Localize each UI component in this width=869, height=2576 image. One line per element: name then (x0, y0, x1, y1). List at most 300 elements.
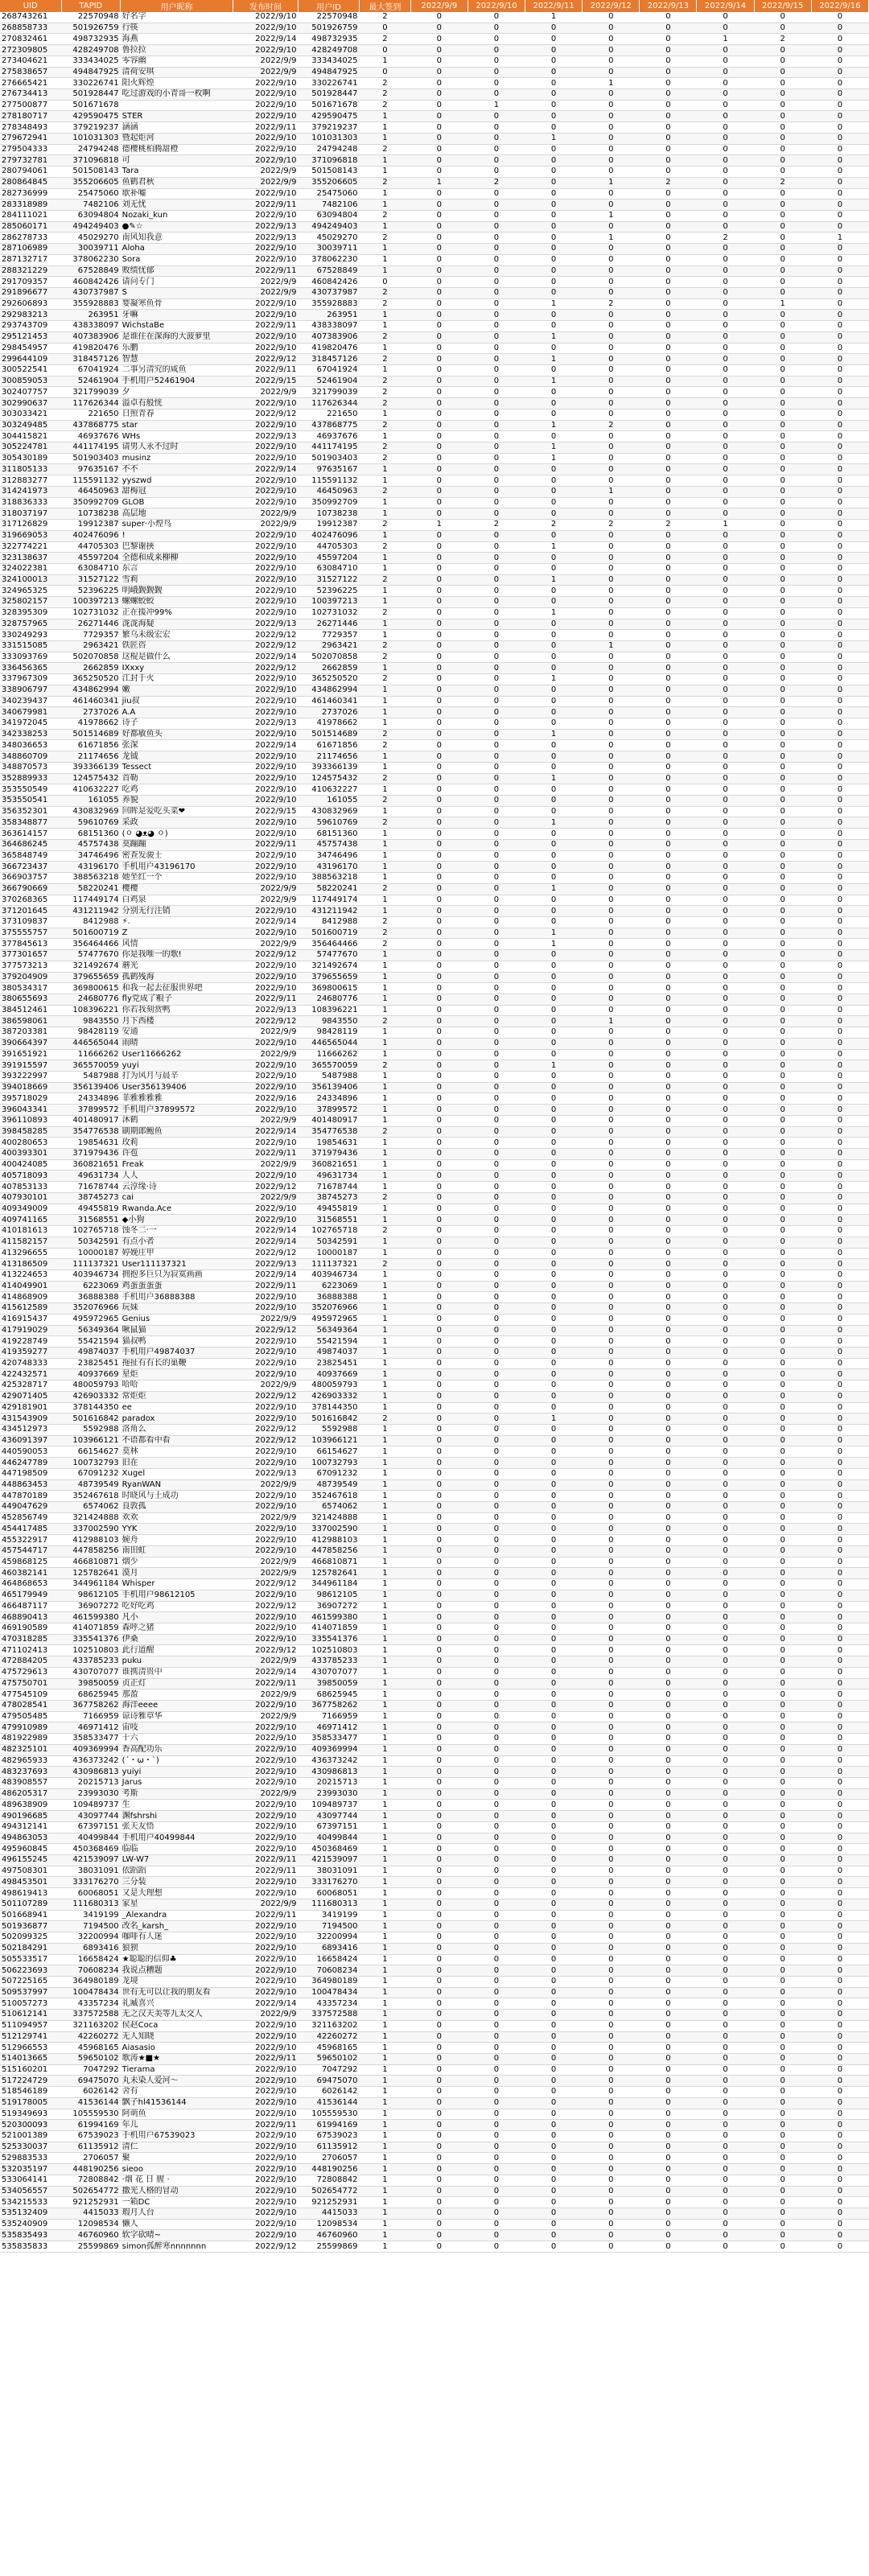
table-row[interactable] (0, 1414, 869, 1425)
table-row[interactable] (0, 1281, 869, 1292)
table-row[interactable] (0, 916, 869, 928)
table-row[interactable] (0, 354, 869, 365)
table-row[interactable] (0, 574, 869, 586)
cell-d0914: 0 (697, 343, 754, 354)
table-row[interactable] (0, 1182, 869, 1193)
cell-user-id: 117626344 (298, 398, 359, 409)
cell-d0910: 0 (467, 1678, 525, 1689)
table-row[interactable] (0, 2142, 869, 2153)
table-row[interactable] (0, 155, 869, 167)
cell-d0910: 0 (467, 1226, 525, 1237)
cell-user-id: 378062230 (298, 254, 359, 265)
cell-d0909: 0 (410, 2087, 467, 2098)
table-row[interactable] (0, 1060, 869, 1072)
table-row[interactable] (0, 553, 869, 564)
column-header-d0914[interactable]: 2022/9/14 (697, 0, 754, 12)
table-row[interactable] (0, 1446, 869, 1458)
table-row[interactable] (0, 1778, 869, 1789)
cell-publish-time: 2022/9/9 (233, 1027, 298, 1039)
table-row[interactable] (0, 1612, 869, 1623)
table-row[interactable] (0, 607, 869, 619)
table-row[interactable] (0, 111, 869, 122)
table-row[interactable] (0, 1126, 869, 1138)
table-row[interactable] (0, 1678, 869, 1689)
table-row[interactable] (0, 1237, 869, 1248)
table-row[interactable] (0, 1248, 869, 1259)
table-row[interactable] (0, 1998, 869, 2010)
table-row[interactable] (0, 100, 869, 111)
cell-d0914: 0 (697, 1479, 754, 1491)
table-row[interactable] (0, 2043, 869, 2054)
table-row[interactable] (0, 1954, 869, 1965)
table-row[interactable] (0, 254, 869, 265)
cell-d0912: 1 (583, 232, 640, 244)
table-row[interactable] (0, 1325, 869, 1336)
table-row[interactable] (0, 530, 869, 541)
column-header-d0916[interactable]: 2022/9/16 (811, 0, 868, 12)
cell-nickname: 刷期郎鲍鱼 (121, 1126, 233, 1138)
table-row[interactable] (0, 1204, 869, 1215)
table-row[interactable] (0, 1149, 869, 1160)
table-row[interactable] (0, 1159, 869, 1171)
table-row[interactable] (0, 1138, 869, 1149)
table-row[interactable] (0, 597, 869, 608)
table-row[interactable] (0, 2010, 869, 2021)
column-header-max-signin[interactable]: 最大签到 (359, 0, 410, 12)
table-row[interactable] (0, 1314, 869, 1325)
cell-d0914: 0 (697, 619, 754, 630)
cell-user-id: 461599380 (298, 1612, 359, 1623)
table-row[interactable] (0, 1744, 869, 1755)
cell-publish-time: 2022/9/10 (233, 1303, 298, 1315)
table-row[interactable] (0, 1425, 869, 1436)
table-row[interactable] (0, 2219, 869, 2230)
table-row[interactable] (0, 2241, 869, 2253)
cell-d0909: 0 (410, 277, 467, 288)
table-row[interactable] (0, 34, 869, 45)
table-row[interactable] (0, 1115, 869, 1126)
table-row[interactable] (0, 839, 869, 850)
cell-publish-time: 2022/9/9 (233, 939, 298, 950)
cell-tapid: 355928883 (61, 298, 121, 310)
table-row[interactable] (0, 2109, 869, 2120)
table-row[interactable] (0, 1921, 869, 1932)
table-row[interactable] (0, 1800, 869, 1811)
table-row[interactable] (0, 244, 869, 255)
table-row[interactable] (0, 2120, 869, 2131)
table-row[interactable] (0, 1502, 869, 1513)
table-row[interactable] (0, 1557, 869, 1568)
table-row[interactable] (0, 221, 869, 232)
table-row[interactable] (0, 2197, 869, 2208)
table-row[interactable] (0, 850, 869, 862)
table-row[interactable] (0, 2164, 869, 2175)
table-row[interactable] (0, 740, 869, 751)
table-row[interactable] (0, 2020, 869, 2031)
table-row[interactable] (0, 167, 869, 178)
table-row[interactable] (0, 387, 869, 398)
column-header-nickname[interactable]: 用户昵称 (121, 0, 233, 12)
column-header-d0911[interactable]: 2022/9/11 (525, 0, 583, 12)
table-row[interactable] (0, 1292, 869, 1303)
table-row[interactable] (0, 1645, 869, 1656)
table-row[interactable] (0, 508, 869, 520)
table-row[interactable] (0, 2064, 869, 2076)
cell-d0916: 0 (811, 78, 868, 89)
table-row[interactable] (0, 1866, 869, 1877)
table-row[interactable] (0, 796, 869, 807)
cell-d0914: 0 (697, 696, 754, 707)
cell-d0915: 0 (754, 961, 811, 972)
table-row[interactable] (0, 640, 869, 652)
table-row[interactable] (0, 1888, 869, 1899)
table-row[interactable] (0, 674, 869, 685)
cell-d0911: 0 (525, 2241, 583, 2253)
cell-d0913: 0 (640, 939, 697, 950)
table-row[interactable] (0, 862, 869, 873)
table-row[interactable] (0, 2208, 869, 2220)
table-row[interactable] (0, 2076, 869, 2087)
table-row[interactable] (0, 1700, 869, 1711)
column-header-d0912[interactable]: 2022/9/12 (583, 0, 640, 12)
cell-d0910: 0 (467, 2010, 525, 2021)
table-row[interactable] (0, 1734, 869, 1745)
table-row[interactable] (0, 1027, 869, 1039)
table-row[interactable] (0, 1855, 869, 1866)
table-row[interactable] (0, 1215, 869, 1226)
table-row[interactable] (0, 431, 869, 442)
table-row[interactable] (0, 696, 869, 707)
cell-publish-time: 2022/9/10 (233, 2208, 298, 2220)
table-row[interactable] (0, 619, 869, 630)
table-row[interactable] (0, 200, 869, 211)
cell-d0909: 0 (410, 883, 467, 895)
column-header-d0913[interactable]: 2022/9/13 (640, 0, 697, 12)
table-row[interactable] (0, 707, 869, 718)
table-row[interactable] (0, 177, 869, 188)
cell-publish-time: 2022/9/10 (233, 453, 298, 464)
table-row[interactable] (0, 630, 869, 641)
table-row[interactable] (0, 1093, 869, 1105)
cell-d0909: 0 (410, 994, 467, 1005)
cell-d0914: 0 (697, 2208, 754, 2220)
cell-d0916: 0 (811, 1237, 868, 1248)
cell-tapid: 421539097 (61, 1855, 121, 1866)
table-row[interactable] (0, 1722, 869, 1734)
table-row[interactable] (0, 1524, 869, 1535)
cell-d0915: 0 (754, 1491, 811, 1502)
table-row[interactable] (0, 873, 869, 884)
table-row[interactable] (0, 784, 869, 796)
cell-user-id: 333434025 (298, 56, 359, 67)
table-row[interactable] (0, 1336, 869, 1348)
table-row[interactable] (0, 376, 869, 387)
table-row[interactable] (0, 1877, 869, 1888)
cell-d0909: 0 (410, 1612, 467, 1623)
table-row[interactable] (0, 277, 869, 288)
table-row[interactable] (0, 1755, 869, 1767)
table-row[interactable] (0, 2087, 869, 2098)
cell-user-id: 25475060 (298, 188, 359, 200)
cell-d0910: 0 (467, 244, 525, 255)
column-header-user-id[interactable]: 用户ID (298, 0, 359, 12)
table-row[interactable] (0, 1072, 869, 1083)
table-row[interactable] (0, 1303, 869, 1315)
table-row[interactable] (0, 1369, 869, 1381)
table-row[interactable] (0, 1623, 869, 1634)
cell-d0910: 0 (467, 1468, 525, 1479)
table-row[interactable] (0, 1171, 869, 1182)
cell-d0916: 0 (811, 133, 868, 144)
table-row[interactable] (0, 1049, 869, 1060)
cell-nickname: 玫莉 (121, 1138, 233, 1149)
table-row[interactable] (0, 762, 869, 773)
table-row[interactable] (0, 563, 869, 574)
table-row[interactable] (0, 1402, 869, 1414)
cell-nickname: 狼狈 (121, 1943, 233, 1954)
cell-d0911: 0 (525, 1987, 583, 1998)
table-row[interactable] (0, 2131, 869, 2142)
table-row[interactable] (0, 817, 869, 829)
table-row[interactable] (0, 12, 869, 23)
table-row[interactable] (0, 1667, 869, 1678)
table-row[interactable] (0, 1767, 869, 1778)
cell-d0912: 0 (583, 817, 640, 829)
table-row[interactable] (0, 78, 869, 89)
table-row[interactable] (0, 1016, 869, 1027)
table-row[interactable] (0, 1910, 869, 1921)
table-row[interactable] (0, 1381, 869, 1392)
table-row[interactable] (0, 1811, 869, 1822)
table-row[interactable] (0, 398, 869, 409)
table-row[interactable] (0, 751, 869, 763)
cell-d0913: 0 (640, 1347, 697, 1358)
cell-d0911: 0 (525, 1634, 583, 1645)
table-row[interactable] (0, 1590, 869, 1601)
table-row[interactable] (0, 321, 869, 332)
cell-d0910: 0 (467, 663, 525, 674)
table-row[interactable] (0, 67, 869, 78)
cell-publish-time: 2022/9/10 (233, 1138, 298, 1149)
table-row[interactable] (0, 1689, 869, 1701)
table-row[interactable] (0, 1601, 869, 1612)
cell-d0915: 0 (754, 1425, 811, 1436)
cell-user-id: 501903403 (298, 453, 359, 464)
table-row[interactable] (0, 497, 869, 508)
table-row[interactable] (0, 453, 869, 464)
table-row[interactable] (0, 1082, 869, 1093)
table-row[interactable] (0, 1347, 869, 1358)
table-row[interactable] (0, 2097, 869, 2109)
table-row[interactable] (0, 1391, 869, 1402)
table-row[interactable] (0, 950, 869, 961)
table-row[interactable] (0, 1579, 869, 1590)
column-header-d0909[interactable]: 2022/9/9 (410, 0, 467, 12)
cell-publish-time: 2022/9/10 (233, 817, 298, 829)
table-row[interactable] (0, 685, 869, 696)
table-row[interactable] (0, 45, 869, 56)
table-row[interactable] (0, 1535, 869, 1546)
table-row[interactable] (0, 56, 869, 67)
table-row[interactable] (0, 188, 869, 200)
table-row[interactable] (0, 1226, 869, 1237)
table-row[interactable] (0, 1491, 869, 1502)
table-row[interactable] (0, 1976, 869, 1987)
cell-d0916: 0 (811, 409, 868, 420)
table-row[interactable] (0, 2153, 869, 2164)
table-row[interactable] (0, 420, 869, 431)
table-row[interactable] (0, 939, 869, 950)
cell-d0915: 0 (754, 2197, 811, 2208)
cell-d0916: 0 (811, 387, 868, 398)
table-row[interactable] (0, 1788, 869, 1800)
table-row[interactable] (0, 729, 869, 740)
table-row[interactable] (0, 343, 869, 354)
table-row[interactable] (0, 1512, 869, 1524)
cell-user-id: 23993030 (298, 1788, 359, 1800)
cell-d0910: 0 (467, 354, 525, 365)
column-header-publish-time[interactable]: 发布时间 (233, 0, 298, 12)
cell-d0910: 0 (467, 1446, 525, 1458)
cell-d0913: 0 (640, 1656, 697, 1668)
table-row[interactable] (0, 1634, 869, 1645)
cell-d0909: 0 (410, 530, 467, 541)
cell-user-id: 69475070 (298, 2076, 359, 2087)
table-row[interactable] (0, 2031, 869, 2043)
table-row[interactable] (0, 23, 869, 34)
table-row[interactable] (0, 983, 869, 994)
table-row[interactable] (0, 89, 869, 101)
cell-d0912: 0 (583, 1678, 640, 1689)
table-row[interactable] (0, 2186, 869, 2197)
cell-d0912: 0 (583, 862, 640, 873)
table-row[interactable] (0, 1468, 869, 1479)
table-row[interactable] (0, 1932, 869, 1944)
table-row[interactable] (0, 2230, 869, 2241)
table-row[interactable] (0, 1545, 869, 1557)
table-row[interactable] (0, 1568, 869, 1579)
table-row[interactable] (0, 122, 869, 134)
table-row[interactable] (0, 365, 869, 377)
table-row[interactable] (0, 1987, 869, 1998)
table-row[interactable] (0, 994, 869, 1005)
cell-d0910: 0 (467, 1303, 525, 1315)
table-row[interactable] (0, 475, 869, 487)
table-row[interactable] (0, 906, 869, 917)
table-row[interactable] (0, 133, 869, 144)
table-row[interactable] (0, 1435, 869, 1446)
cell-publish-time: 2022/9/10 (233, 398, 298, 409)
table-row[interactable] (0, 1105, 869, 1116)
cell-tapid: 124575432 (61, 773, 121, 784)
table-row[interactable] (0, 1711, 869, 1722)
table-row[interactable] (0, 541, 869, 553)
table-row[interactable] (0, 1821, 869, 1833)
table-row[interactable] (0, 972, 869, 983)
table-row[interactable] (0, 210, 869, 221)
table-row[interactable] (0, 895, 869, 906)
table-row[interactable] (0, 2175, 869, 2186)
column-header-d0910[interactable]: 2022/9/10 (467, 0, 525, 12)
table-row[interactable] (0, 663, 869, 674)
cell-d0915: 2 (754, 177, 811, 188)
cell-max-signin: 1 (359, 2164, 410, 2175)
table-row[interactable] (0, 1899, 869, 1910)
table-row[interactable] (0, 652, 869, 663)
cell-d0913: 0 (640, 1358, 697, 1369)
column-header-d0915[interactable]: 2022/9/15 (754, 0, 811, 12)
table-row[interactable] (0, 928, 869, 939)
table-row[interactable] (0, 409, 869, 420)
table-row[interactable] (0, 144, 869, 155)
cell-tapid: 441174195 (61, 442, 121, 454)
table-row[interactable] (0, 1656, 869, 1668)
cell-d0910: 0 (467, 200, 525, 211)
table-row[interactable] (0, 1479, 869, 1491)
table-row[interactable] (0, 829, 869, 840)
cell-d0909: 0 (410, 1391, 467, 1402)
table-row[interactable] (0, 265, 869, 277)
table-row[interactable] (0, 806, 869, 817)
cell-d0910: 0 (467, 862, 525, 873)
cell-d0913: 0 (640, 1138, 697, 1149)
table-row[interactable] (0, 1965, 869, 1977)
table-row[interactable] (0, 1005, 869, 1016)
table-row[interactable] (0, 331, 869, 343)
table-row[interactable] (0, 1192, 869, 1204)
cell-d0909: 0 (410, 2097, 467, 2109)
cell-d0915: 0 (754, 1811, 811, 1822)
table-row[interactable] (0, 1458, 869, 1469)
table-row[interactable] (0, 1259, 869, 1270)
cell-d0911: 0 (525, 254, 583, 265)
cell-d0916: 0 (811, 1325, 868, 1336)
table-row[interactable] (0, 298, 869, 310)
column-header-uid[interactable]: UID (0, 0, 61, 12)
table-row[interactable] (0, 718, 869, 730)
column-header-tapid[interactable]: TAPID (61, 0, 121, 12)
cell-d0909: 0 (410, 1049, 467, 1060)
cell-tapid: 10000187 (61, 1248, 121, 1259)
table-row[interactable] (0, 1269, 869, 1281)
table-row[interactable] (0, 1833, 869, 1844)
table-row[interactable] (0, 310, 869, 321)
cell-d0911: 0 (525, 1800, 583, 1811)
table-row[interactable] (0, 1844, 869, 1855)
table-row[interactable] (0, 464, 869, 475)
cell-tapid: 335541376 (61, 1634, 121, 1645)
cell-nickname: 懒人 (121, 2219, 233, 2230)
table-row[interactable] (0, 883, 869, 895)
table-row[interactable] (0, 586, 869, 597)
table-row[interactable] (0, 2053, 869, 2064)
cell-publish-time: 2022/9/10 (233, 1877, 298, 1888)
table-row[interactable] (0, 520, 869, 531)
cell-d0915: 0 (754, 1182, 811, 1193)
table-row[interactable] (0, 287, 869, 298)
table-row[interactable] (0, 773, 869, 784)
table-row[interactable] (0, 442, 869, 454)
cell-d0910: 0 (467, 1800, 525, 1811)
table-row[interactable] (0, 1943, 869, 1954)
table-row[interactable] (0, 1358, 869, 1369)
cell-d0914: 0 (697, 1943, 754, 1954)
table-row[interactable] (0, 961, 869, 972)
table-row[interactable] (0, 232, 869, 244)
table-row[interactable] (0, 486, 869, 497)
table-row[interactable] (0, 1038, 869, 1049)
cell-publish-time: 2022/9/10 (233, 1204, 298, 1215)
